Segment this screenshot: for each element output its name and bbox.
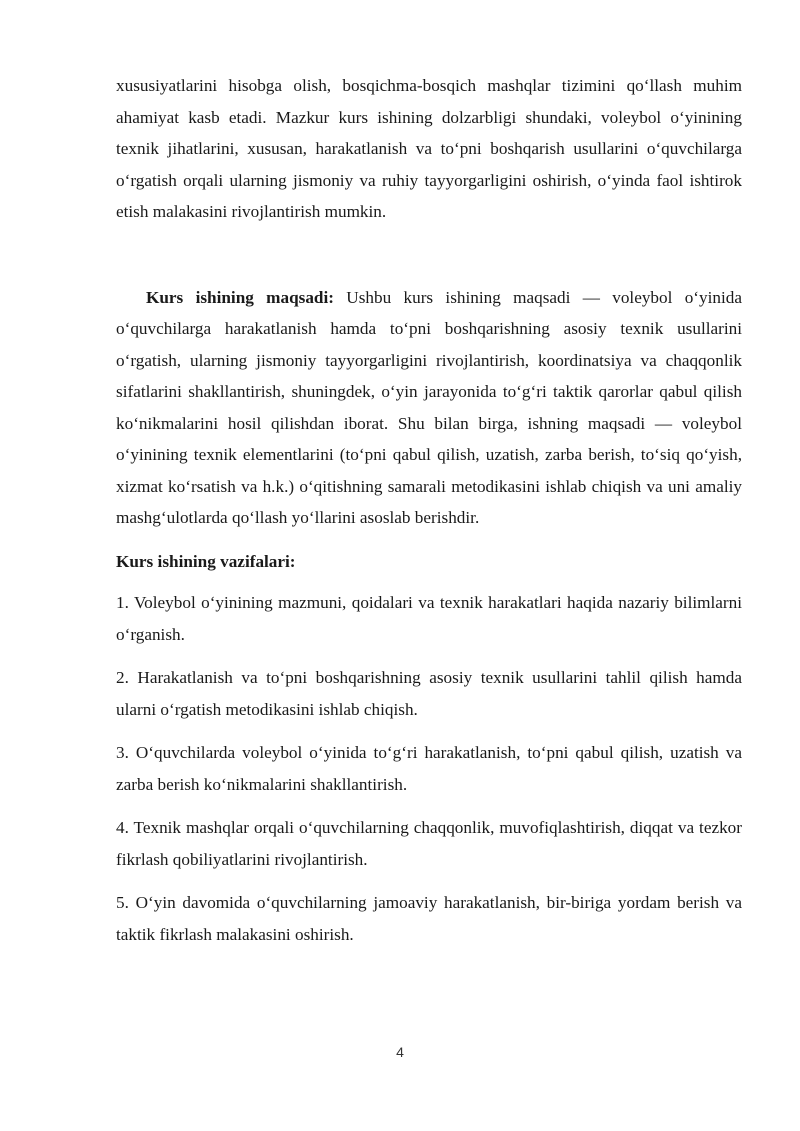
task-item-5: 5. O‘yin davomida o‘quvchilarning jamoaviy harakatlanish, bir-biriga yordam berish va taktik fikrlash malakasini oshirish. bbox=[116, 893, 742, 944]
intro-paragraph: xususiyatlarini hisobga olish, bosqichma-bosqich mashqlar tizimini qo‘llash muhim ahamiyat kasb etadi. Mazkur kurs ishining dolzarbligi shundaki, voleybol o‘yinining texnik jihatlarini, xususan, harakatlanish va to‘pni boshqarish usullarini o‘quvchilarga o‘rgatish orqali ularning jismoniy va ruhiy tayyorgarligini oshirish, o‘yinda faol ishtirok etish malakasini rivojlantirish mumkin. bbox=[116, 76, 742, 221]
goal-text: Ushbu kurs ishining maqsadi — voleybol o‘yinida o‘quvchilarga harakatlanish hamda to‘pni boshqarishning asosiy texnik usullarini o‘rgatish, ularning jismoniy tayyorgarligini rivojlantirish, koordinatsiya va chaqqonlik sifatlarini shakllantirish, shuningdek, o‘yin jarayonida to‘g‘ri taktik qarorlar qabul qilish ko‘nikmalarini hosil qilishdan iborat. Shu bilan birga, ishning maqsadi — voleybol o‘yinining texnik elementlarini (to‘pni qabul qilish, uzatish, zarba berish, to‘siq qo‘yish, xizmat ko‘rsatish va h.k.) o‘qitishning samarali metodikasini ishlab chiqish va uni amaliy mashg‘ulotlarda qo‘llash yo‘llarini asoslab berishdir. bbox=[116, 287, 742, 527]
task-item-2: 2. Harakatlanish va to‘pni boshqarishning asosiy texnik usullarini tahlil qilish hamda ularni o‘rgatish metodikasini ishlab chiqish. bbox=[116, 668, 742, 719]
document-page bbox=[116, 70, 742, 950]
task-item-4: 4. Texnik mashqlar orqali o‘quvchilarning chaqqonlik, muvofiqlashtirish, diqqat va tezkor fikrlash qobiliyatlarini rivojlantirish. bbox=[116, 818, 742, 869]
goal-paragraph bbox=[116, 282, 742, 534]
page-number: 4 bbox=[396, 1044, 404, 1060]
task-item-1: 1. Voleybol o‘yinining mazmuni, qoidalari va texnik harakatlari haqida nazariy bilimlarni o‘rganish. bbox=[116, 593, 742, 644]
task-item-3: 3. O‘quvchilarda voleybol o‘yinida to‘g‘ri harakatlanish, to‘pni qabul qilish, uzatish va zarba berish ko‘nikmalarini shakllantirish. bbox=[116, 743, 742, 794]
goal-label: Kurs ishining maqsadi: bbox=[146, 287, 334, 307]
tasks-heading: Kurs ishining vazifalari: bbox=[116, 551, 296, 571]
